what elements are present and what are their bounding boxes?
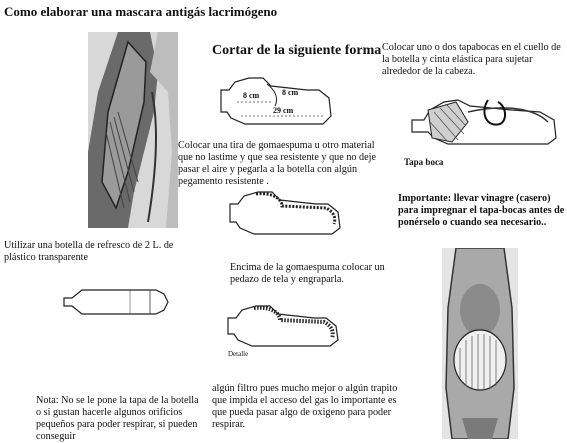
text-nota: Nota: No se le pone la tapa de la botella o si gustan hacerle algunos orificios pequeños para poder respirar, si pueden conseguir <box>36 395 199 443</box>
label-detalle: Detalle <box>228 350 249 358</box>
foam-diagram <box>226 188 344 238</box>
text-importante: Importante: llevar vinagre (casero) para impregnar el tapa-bocas antes de ponérselo o cuando sea necesario.. <box>398 193 565 229</box>
cut-diagram <box>215 68 335 130</box>
section-heading: Cortar de la siguiente forma <box>212 43 382 58</box>
page-title: Como elaborar una mascara antigás lacrimógeno <box>4 4 278 19</box>
detalle-diagram <box>224 296 344 352</box>
dimension-8cm-2: 8 cm <box>282 88 299 97</box>
tapaboca-diagram <box>408 82 560 152</box>
photo-mask-side <box>88 32 178 228</box>
text-botella: Utilizar una botella de refresco de 2 L. de plástico transparente <box>4 240 174 264</box>
label-tapa-boca: Tapa boca <box>404 157 444 167</box>
dimension-29cm: 29 cm <box>273 106 294 115</box>
text-tapabocas: Colocar uno o dos tapabocas en el cuello de la botella y cinta elástica para sujetar alrededor de la cabeza. <box>382 42 561 78</box>
photo-mask-front <box>442 248 518 439</box>
text-filtro: algún filtro pues mucho mejor o algún trapito que impida el acceso del gas lo importante es que pueda pasar algo de oxigeno para poder respirar. <box>212 383 398 431</box>
text-tela: Encima de la gomaespuma colocar un pedazo de tela y engraparla. <box>230 262 385 286</box>
text-gomaespuma: Colocar una tira de gomaespuma u otro material que no lastime y que sea resistente y que no deje pasar el aire y pegarla a la botella con algún pegamento resistente . <box>178 140 377 188</box>
dimension-8cm-1: 8 cm <box>243 91 260 100</box>
bottle-diagram <box>60 284 172 320</box>
